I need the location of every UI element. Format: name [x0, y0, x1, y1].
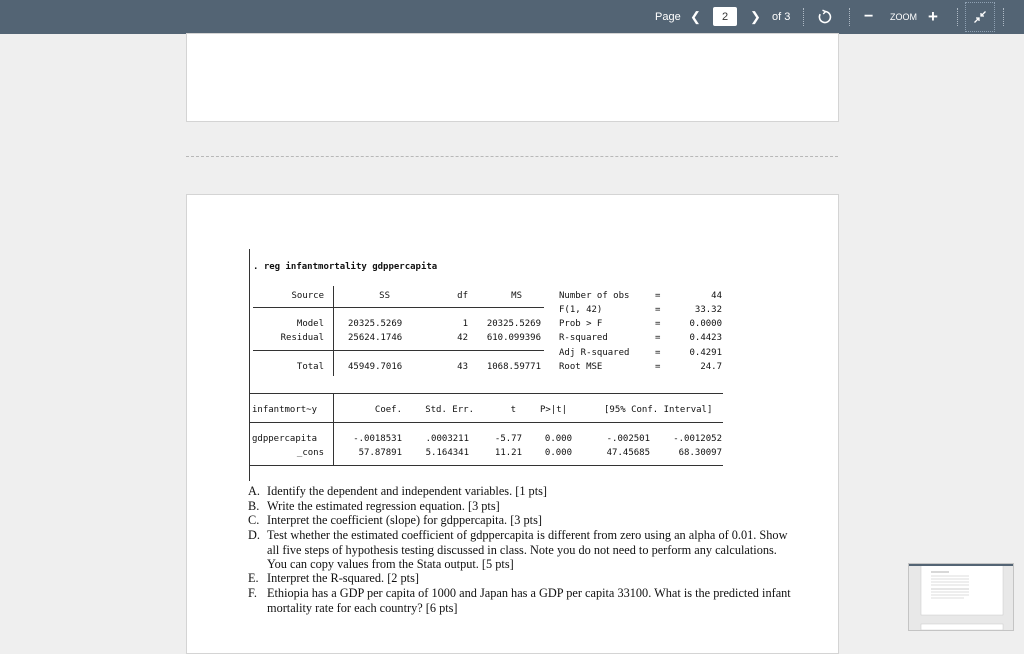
chevron-right-icon: ❯: [750, 9, 761, 24]
coef-row-cons-coef: 57.87891: [358, 448, 402, 458]
coef-row-gdp-lo: -.002501: [606, 434, 650, 444]
coef-row-cons-t: 11.21: [494, 448, 522, 458]
page-divider: [186, 156, 838, 157]
coef-row-gdp-coef: -.0018531: [353, 434, 402, 444]
anova-row-total-ms: 1068.59771: [486, 362, 541, 372]
anova-row-residual-ms: 610.099396: [486, 333, 541, 343]
coef-row-cons-hi: 68.30097: [678, 448, 722, 458]
coef-header-t: t: [510, 405, 516, 415]
question-letter: C.: [248, 513, 260, 527]
stat-label: F(1, 42): [559, 305, 603, 315]
coef-row-gdp-se: .0003211: [425, 434, 469, 444]
collapse-arrows-icon: [973, 10, 987, 24]
stat-value: 0.4291: [689, 348, 722, 358]
coef-header-p: P>|t|: [540, 405, 568, 415]
page-number-input[interactable]: 2: [713, 7, 737, 26]
coef-row-gdp-p: 0.000: [544, 434, 572, 444]
thumbnail-preview: [909, 564, 1013, 630]
question-letter: F.: [248, 586, 257, 600]
question-text: Test whether the estimated coefficient of gdppercapita is different from zero using an alpha of 0.01. Show all five steps of hypothesis testing discussed in class. Note you do not need to perform any calculations. You can copy values from the Stata output. [5 pts]: [267, 528, 788, 571]
question-text: Write the estimated regression equation. [3 pts]: [267, 499, 500, 513]
stat-value: 0.0000: [689, 319, 722, 329]
stat-label: Number of obs: [559, 291, 630, 301]
zoom-in-button[interactable]: [928, 0, 938, 34]
stat-eq: =: [655, 291, 661, 301]
coef-row-cons-p: 0.000: [544, 448, 572, 458]
coef-row-cons-lo: 47.45685: [606, 448, 650, 458]
zoom-out-button[interactable]: [864, 0, 873, 34]
zoom-label-text: ZOOM: [890, 12, 917, 22]
coef-row-cons-se: 5.164341: [425, 448, 469, 458]
coef-row-gdp-hi: -.0012052: [673, 434, 722, 444]
stat-value: 33.32: [694, 305, 722, 315]
page-count-text: of 3: [772, 11, 791, 23]
question-text: Interpret the R-squared. [2 pts]: [267, 571, 419, 585]
question-text: Identify the dependent and independent variables. [1 pts]: [267, 484, 548, 498]
stat-eq: =: [655, 305, 661, 315]
anova-row-model-source: Model: [296, 319, 324, 329]
coef-divider: [333, 393, 334, 466]
pdf-page-1: [186, 33, 839, 122]
stat-value: 0.4423: [689, 333, 722, 343]
zoom-label: [890, 0, 917, 34]
stat-eq: =: [655, 362, 661, 372]
anova-row-total-source: Total: [296, 362, 324, 372]
anova-header-rule: [253, 307, 544, 308]
page-count: [772, 0, 790, 34]
toolbar-separator: [957, 8, 958, 26]
rotate-button[interactable]: [817, 0, 833, 34]
stat-label: Root MSE: [559, 362, 603, 372]
prev-page-button[interactable]: [690, 0, 701, 34]
coef-row-gdp-t: -5.77: [494, 434, 522, 444]
page-thumbnail[interactable]: [908, 563, 1014, 631]
anova-total-rule: [253, 350, 544, 351]
anova-header-source: Source: [291, 291, 324, 301]
next-page-button[interactable]: [750, 0, 761, 34]
stat-label: R-squared: [559, 333, 608, 343]
stata-command: . reg infantmortality gdppercapita: [253, 262, 438, 272]
anova-divider: [333, 286, 334, 376]
anova-row-model-ms: 20325.5269: [486, 319, 541, 329]
viewer-toolbar: [0, 0, 1024, 34]
coef-header-se: Std. Err.: [425, 405, 474, 415]
question-letter: E.: [248, 571, 259, 585]
stat-eq: =: [655, 348, 661, 358]
stat-eq: =: [655, 319, 661, 329]
anova-row-model-ss: 20325.5269: [348, 319, 403, 329]
anova-row-total-df: 43: [457, 362, 468, 372]
toolbar-separator: [803, 8, 804, 26]
stat-value: 24.7: [700, 362, 722, 372]
stat-eq: =: [655, 333, 661, 343]
anova-header-ss: SS: [379, 291, 390, 301]
coef-row-cons-var: _cons: [296, 448, 324, 458]
anova-row-model-df: 1: [462, 319, 468, 329]
anova-header-df: df: [457, 291, 468, 301]
coef-header-coef: Coef.: [374, 405, 402, 415]
fit-page-button[interactable]: [965, 2, 995, 32]
anova-header-ms: MS: [511, 291, 522, 301]
rotate-icon: [817, 9, 833, 25]
anova-row-residual-ss: 25624.1746: [348, 333, 403, 343]
question-text: Interpret the coefficient (slope) for gdppercapita. [3 pts]: [267, 513, 542, 527]
coef-bottom-rule: [250, 465, 723, 466]
anova-row-residual-source: Residual: [280, 333, 324, 343]
coef-top-rule: [250, 393, 723, 394]
question-text: Ethiopia has a GDP per capita of 1000 and Japan has a GDP per capita 33100. What is the predicted infant mortality rate for each country? [6 pts]: [267, 586, 791, 615]
anova-row-residual-df: 42: [457, 333, 468, 343]
toolbar-separator: [849, 8, 850, 26]
coef-row-gdp-var: gdppercapita: [252, 434, 318, 444]
page-label: [655, 0, 681, 34]
stat-label: Prob > F: [559, 319, 603, 329]
question-letter: D.: [248, 528, 260, 542]
coef-header-ci: [95% Conf. Interval]: [604, 405, 713, 415]
toolbar-separator: [1003, 8, 1004, 26]
chevron-left-icon: ❮: [690, 9, 701, 24]
page-label-text: Page: [655, 11, 681, 23]
question-letter: A.: [248, 484, 260, 498]
plus-icon: +: [928, 7, 938, 26]
output-left-border: [249, 249, 250, 481]
question-letter: B.: [248, 499, 260, 513]
minus-icon: −: [864, 8, 874, 25]
coef-header-rule: [250, 422, 723, 423]
coef-header-var: infantmort~y: [252, 405, 318, 415]
stat-value: 44: [711, 291, 722, 301]
stat-label: Adj R-squared: [559, 348, 630, 358]
anova-row-total-ss: 45949.7016: [348, 362, 403, 372]
